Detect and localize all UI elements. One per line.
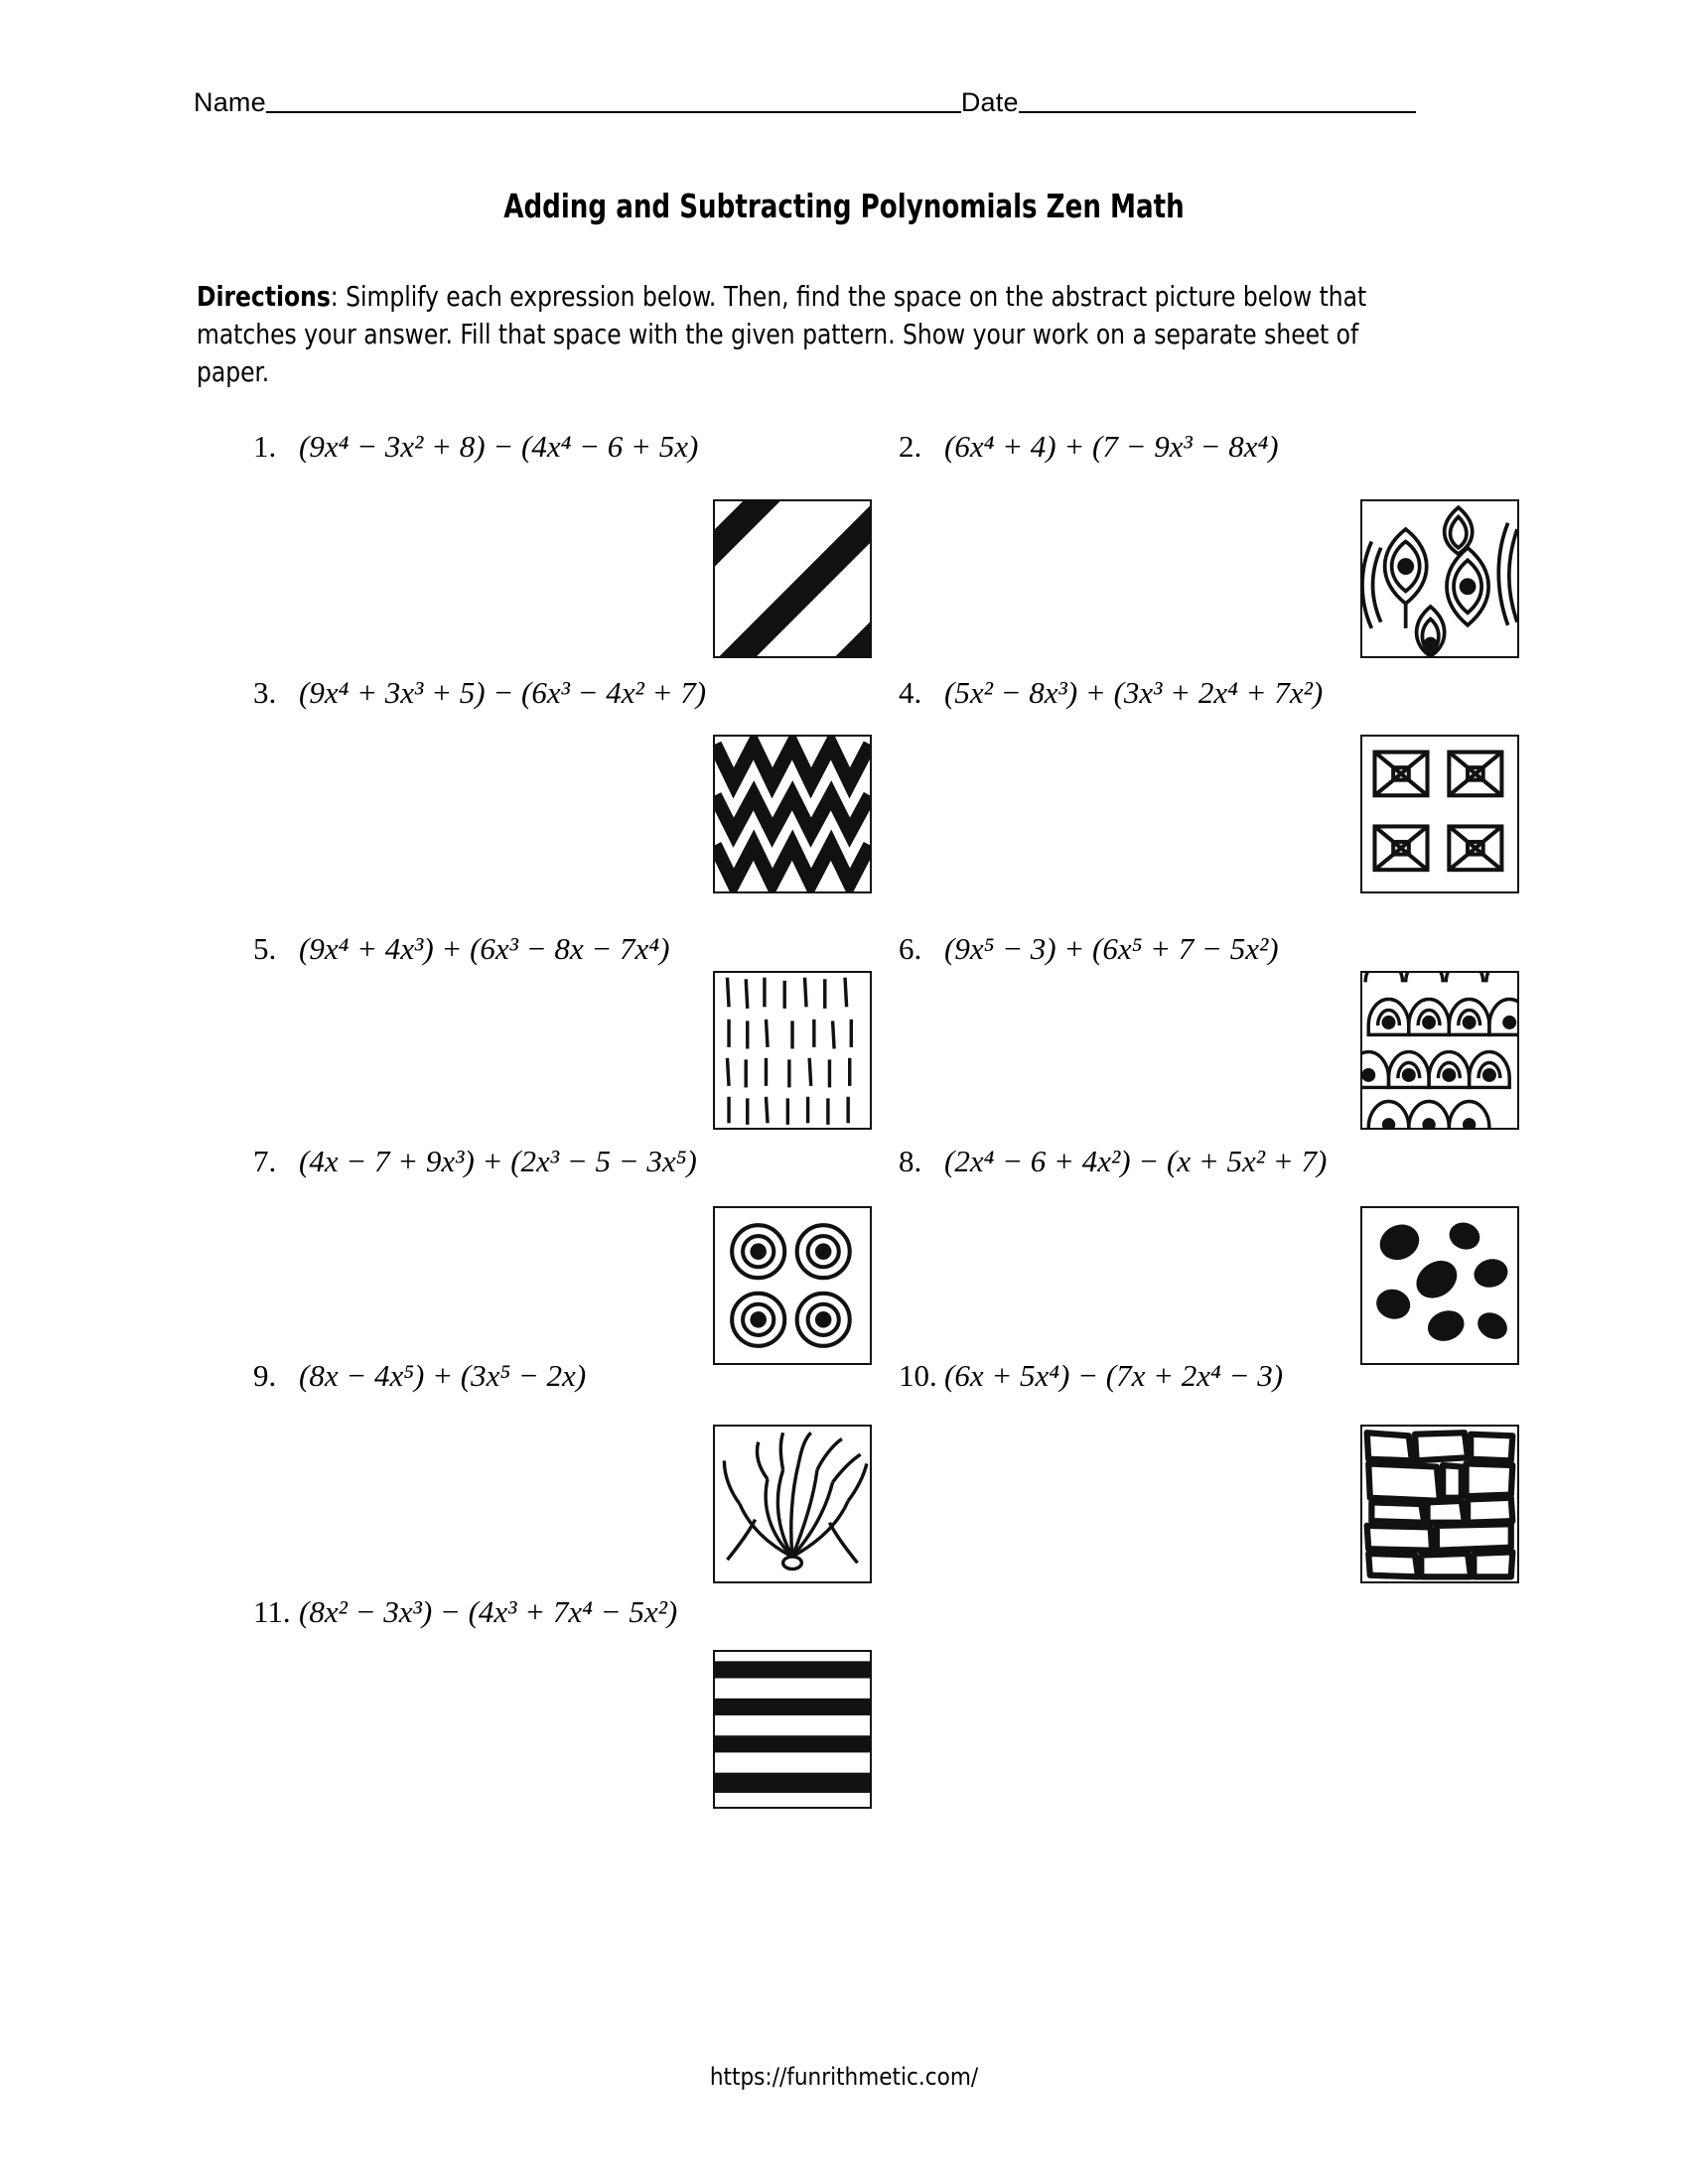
problem-7-number: 7.: [253, 1144, 277, 1178]
problem-8: [899, 1144, 1327, 1179]
name-date-row: [194, 87, 1484, 118]
problem-5-expression: (9x⁴ + 4x³) + (6x³ − 8x − 7x⁴): [299, 931, 670, 966]
directions-paragraph: [197, 278, 1397, 390]
boxed-x-squares-icon: [1362, 737, 1517, 891]
directions-label: Directions: [197, 280, 331, 313]
problem-7: [253, 1144, 697, 1179]
problem-11: [253, 1594, 677, 1630]
directions-colon: :: [330, 280, 339, 313]
pattern-tile-scale-feathers: [1360, 971, 1519, 1130]
pattern-tile-zigzag-bands: [713, 735, 872, 893]
problem-5: [253, 931, 669, 967]
pattern-tile-boxed-x-squares: [1360, 735, 1519, 893]
pattern-tile-filled-blobs: [1360, 1206, 1519, 1365]
pattern-tile-vertical-tally-lines: [713, 971, 872, 1130]
date-label: Date: [960, 87, 1019, 117]
pattern-tile-horizontal-stripes: [713, 1650, 872, 1809]
problem-2-number: 2.: [899, 429, 922, 464]
problem-4-number: 4.: [899, 675, 922, 710]
pattern-tile-concentric-circles: [713, 1206, 872, 1365]
problem-10: [899, 1358, 1283, 1394]
problem-6-expression: (9x⁵ − 3) + (6x⁵ + 7 − 5x²): [944, 931, 1279, 966]
problem-2-expression: (6x⁴ + 4) + (7 − 9x³ − 8x⁴): [944, 429, 1279, 464]
problem-11-expression: (8x² − 3x³) − (4x³ + 7x⁴ − 5x²): [299, 1594, 678, 1629]
problem-3-number: 3.: [253, 675, 277, 710]
problem-8-expression: (2x⁴ − 6 + 4x²) − (x + 5x² + 7): [944, 1144, 1328, 1178]
problem-9-number: 9.: [253, 1358, 277, 1393]
problem-7-expression: (4x − 7 + 9x³) + (2x³ − 5 − 3x⁵): [299, 1144, 697, 1178]
problem-9: [253, 1358, 586, 1394]
problem-2: [899, 429, 1279, 465]
pattern-tile-diagonal-stripes: [713, 499, 872, 658]
problem-8-number: 8.: [899, 1144, 922, 1178]
page-title: Adding and Subtracting Polynomials Zen Math: [503, 187, 1185, 225]
directions-text: Simplify each expression below. Then, find the space on the abstract picture below that matches your answer. Fill that space with the given pattern. Show your work on a separate sheet of paper.: [197, 280, 1367, 388]
zigzag-bands-icon: [715, 737, 870, 891]
date-blank-line[interactable]: [1019, 110, 1416, 113]
problem-1-expression: (9x⁴ − 3x² + 8) − (4x⁴ − 6 + 5x): [299, 429, 699, 464]
problem-5-number: 5.: [253, 931, 277, 966]
diagonal-stripes-icon: [715, 501, 870, 656]
concentric-circles-icon: [715, 1208, 870, 1363]
filled-blobs-icon: [1362, 1208, 1517, 1363]
problem-6: [899, 931, 1279, 967]
problem-11-number: 11.: [253, 1594, 291, 1629]
problem-9-expression: (8x − 4x⁵) + (3x⁵ − 2x): [299, 1358, 587, 1393]
problem-3-expression: (9x⁴ + 3x³ + 5) − (6x³ − 4x² + 7): [299, 675, 707, 710]
name-blank-line[interactable]: [266, 110, 961, 113]
pattern-tile-stone-wall: [1360, 1425, 1519, 1583]
problem-1: [253, 429, 698, 465]
problem-1-number: 1.: [253, 429, 277, 464]
problem-10-number: 10.: [899, 1358, 937, 1393]
problem-3: [253, 675, 706, 711]
problem-4-expression: (5x² − 8x³) + (3x³ + 2x⁴ + 7x²): [944, 675, 1324, 710]
pattern-tile-flower-petals: [713, 1425, 872, 1583]
stone-wall-icon: [1362, 1427, 1517, 1581]
scale-feathers-icon: [1362, 973, 1517, 1128]
eye-leaves-icon: [1362, 501, 1517, 656]
problem-4: [899, 675, 1323, 711]
footer-url[interactable]: https://funrithmetic.com/: [709, 2063, 979, 2091]
flower-petals-icon: [715, 1427, 870, 1581]
problem-10-expression: (6x + 5x⁴) − (7x + 2x⁴ − 3): [944, 1358, 1284, 1393]
problem-6-number: 6.: [899, 931, 922, 966]
name-label: Name: [194, 87, 266, 117]
pattern-tile-eye-leaves: [1360, 499, 1519, 658]
horizontal-stripes-icon: [715, 1652, 870, 1807]
vertical-tally-lines-icon: [715, 973, 870, 1128]
